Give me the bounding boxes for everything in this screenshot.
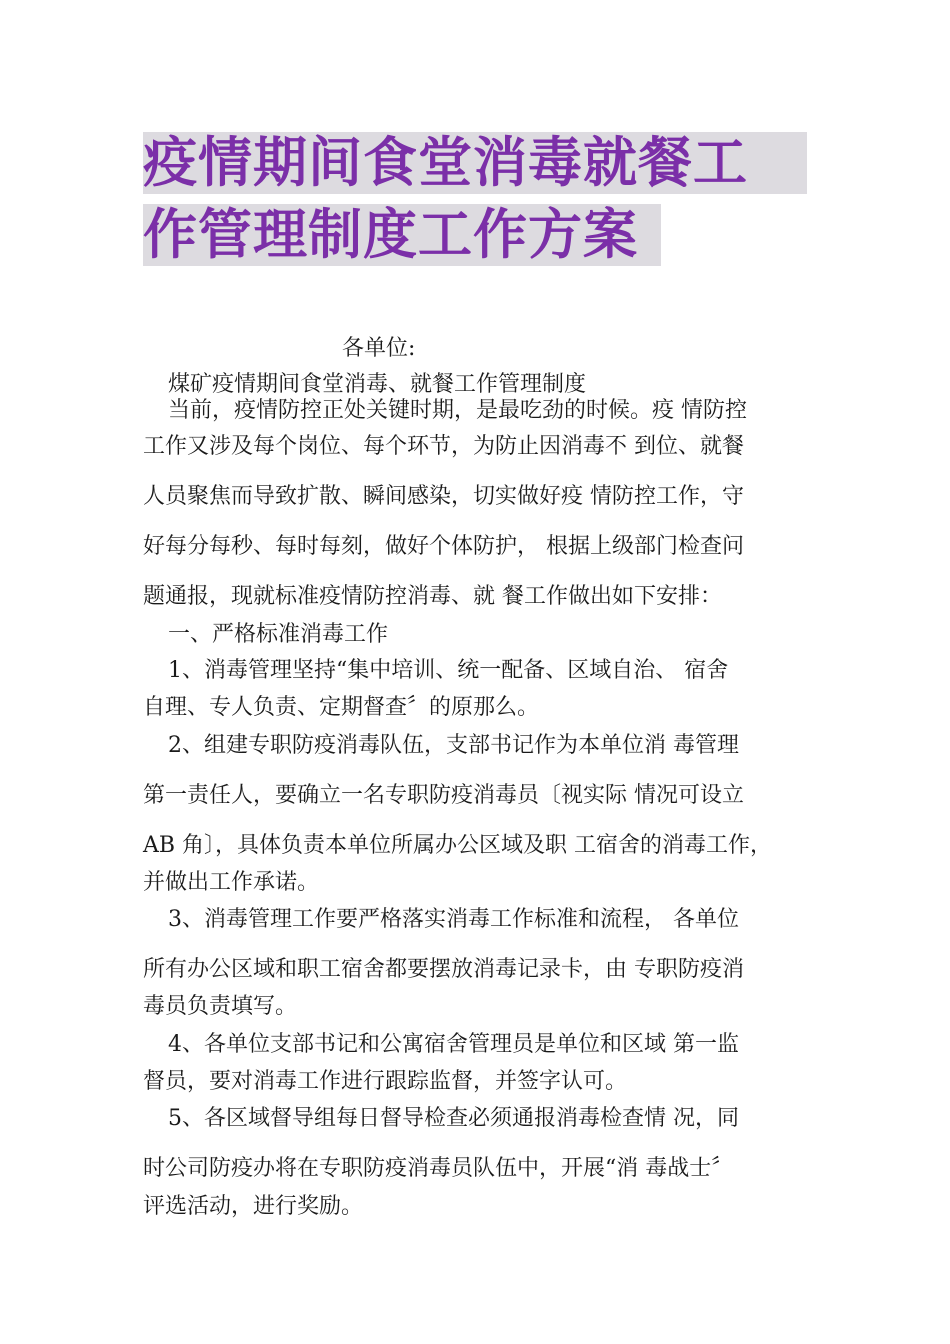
body-line: 自理、专人负责、定期督查〞的原那么。 [143, 695, 540, 720]
subtitle: 煤矿疫情期间食堂消毒、就餐工作管理制度 [168, 372, 587, 397]
body-line: 4、各单位支部书记和公寓宿舍管理员是单位和区域 第一监 [168, 1032, 739, 1057]
body-line: 1、消毒管理坚持“集中培训、统一配备、区域自治、 宿舍 [168, 658, 729, 683]
body-line: 时公司防疫办将在专职防疫消毒员队伍中，开展“消 毒战士〞 [143, 1156, 734, 1181]
body-line: 工作又涉及每个岗位、每个环节，为防止因消毒不 到位、就餐 [143, 434, 744, 459]
body-line: 3、消毒管理工作要严格落实消毒工作标准和流程， 各单位 [168, 907, 739, 932]
body-line: 毒员负责填写。 [143, 994, 298, 1019]
document-title-line-1: 疫情期间食堂消毒就餐工 [143, 132, 807, 194]
salutation: 各单位: [342, 336, 416, 361]
body-line: 评选活动，进行奖励。 [143, 1194, 364, 1219]
body-line: 2、组建专职防疫消毒队伍，支部书记作为本单位消 毒管理 [168, 733, 739, 758]
body-line: 5、各区域督导组每日督导检查必须通报消毒检查情 况，同 [168, 1106, 739, 1131]
body-line: 所有办公区域和职工宿舍都要摆放消毒记录卡，由 专职防疫消 [143, 957, 744, 982]
body-line: 题通报，现就标准疫情防控消毒、就 餐工作做出如下安排： [143, 584, 722, 609]
body-line: 并做出工作承诺。 [143, 870, 320, 895]
body-line: 人员聚焦而导致扩散、瞬间感染，切实做好疫 情防控工作，守 [143, 484, 744, 509]
body-line: 好每分每秒、每时每刻，做好个体防护， 根据上级部门检查问 [143, 534, 744, 559]
section-heading: 一、严格标准消毒工作 [168, 622, 389, 647]
body-line: 第一责任人，要确立一名专职防疫消毒员〔视实际 情况可设立 [143, 783, 744, 808]
body-line: 督员，要对消毒工作进行跟踪监督，并签字认可。 [143, 1069, 628, 1094]
body-line: 当前，疫情防控正处关键时期，是最吃劲的时候。疫 情防控 [168, 398, 747, 423]
body-line: AB 角〕，具体负责本单位所属办公区域及职 工宿舍的消毒工作， [143, 833, 773, 858]
document-title-line-2: 作管理制度工作方案 [143, 204, 661, 266]
